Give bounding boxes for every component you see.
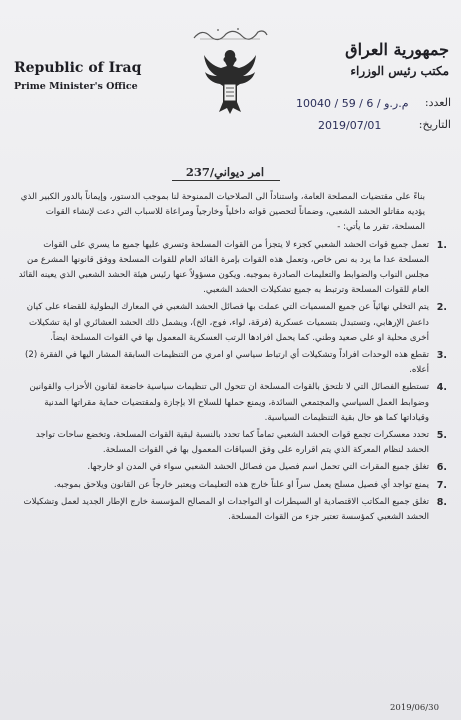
iraq-eagle-emblem-icon <box>201 46 259 118</box>
title-underline <box>172 180 280 181</box>
order-item-text: تحدد معسكرات تجمع قوات الحشد الشعبي تماماً كما تحدد بالنسبة لبقية القوات المسلحة، وتخضع ساحات تواجد الحشد لنظام المعركة الذي يتم اقراره على وفق السياقات المعمول بها في القوات المسلحة. <box>35 430 429 456</box>
order-item <box>14 348 447 378</box>
order-item-text: تغلق جميع المكاتب الاقتصادية او السيطرات او التواجدات او المصالح المؤسسة خارج الإطار الجديد لعمل وتشكيلات الحشد الشعبي كمؤسسة تعتبر جزء من القوات المسلحة. <box>23 496 429 523</box>
order-item-number: 2. <box>436 302 447 314</box>
order-item <box>14 380 447 426</box>
order-item-text: يتم التخلي نهائياً عن جميع المسميات التي عملت بها فصائل الحشد الشعبي في المعارك البطولية للقضاء على كيان داعش الإرهابي، وتستبدل بتسميات عسكرية (فرقة، لواء، فوج، الخ)، ويشمل ذلك الحشد العشائري او اية تشكيلات أخرى محلية او على صعيد وطني. كما يحمل افرادها الرتب العسكرية المعمول بها في القوات المسلحة ايضاً. <box>26 302 429 343</box>
order-item-text: تغلق جميع المقرات التي تحمل اسم فصيل من فصائل الحشد الشعبي سواء في المدن او خارجها. <box>87 462 429 473</box>
basmala-calligraphy-icon <box>190 26 270 42</box>
order-item-text: تعمل جميع قوات الحشد الشعبي كجزء لا يتجزأ من القوات المسلحة وتسري عليها جميع ما يسري على القوات المسلحة عدا ما يرد به نص خاص، وتعمل هذه القوات بإمرة القائد العام للقوات المسلحة ووفق قانونها المشرع من مجلس النواب والضوابط والتعليمات الصادرة بموجبه. ويكون مسؤولاً عنها رئيس هيئة الحشد الشعبي الذي يعينه القائد العام للقوات المسلحة وترتبط به جميع تشكيلات الحشد الشعبي. <box>18 239 429 296</box>
order-items <box>14 238 447 526</box>
english-title: Republic of Iraq <box>14 60 142 76</box>
order-item-text: تستطيع الفصائل التي لا تلتحق بالقوات المسلحة ان تتحول الى تنظيمات سياسية خاضعة لقانون الأحزاب والقوانين وضوابط العمل السياسي والمجتمعي السائدة، ويمنع حملها للسلاح الا بإجازة ولمقتضيات حماية مقراتها المدنية وقياداتها كما هو حال بقية التنظيمات السياسية. <box>29 382 429 423</box>
order-item <box>14 478 447 493</box>
order-item-number: 8. <box>436 496 447 508</box>
order-item-text: تقطع هذه الوحدات افراداً وتشكيلات أي ارتباط سياسي او امري من التنظيمات السابقة المشار اليها في الفقرة (2) أعلاه. <box>25 350 429 376</box>
number-label: العدد: <box>424 96 451 109</box>
order-item <box>14 460 447 475</box>
intro-paragraph: بناءً على مقتضيات المصلحة العامة، واستناداً الى الصلاحيات الممنوحة لنا بموجب الدستور، وإيماناً بالدور الكبير الذي يؤديه مقاتلو الحشد الشعبي، وضماناً لتحصين قواته داخلياً وخارجياً ومراعاة للاسباب التي دعت لإنشاء القوات المسلحة، تقرر ما يأتي: - <box>20 192 425 233</box>
order-item-number: 1. <box>436 239 447 251</box>
english-subtitle: Prime Minister's Office <box>14 81 138 92</box>
order-title: امر ديواني/237 <box>185 165 265 179</box>
date-value: 2019/07/01 <box>318 119 382 132</box>
order-item-number: 3. <box>436 350 447 362</box>
order-item <box>14 495 447 525</box>
date-label: التاريخ: <box>418 118 451 131</box>
order-item-number: 6. <box>436 462 447 474</box>
order-item <box>14 238 447 299</box>
arabic-title: جمهورية العراق <box>345 40 449 59</box>
order-item-number: 4. <box>436 382 447 394</box>
footer-date: 2019/06/30 <box>390 703 439 713</box>
document-body <box>14 190 447 525</box>
order-item-number: 7. <box>436 479 447 491</box>
order-item <box>14 300 447 346</box>
arabic-subtitle: مكتب رئيس الوزراء <box>350 64 449 78</box>
order-item-number: 5. <box>436 430 447 442</box>
number-value: 10040 / 59 / م.ر.و / 6 <box>296 97 409 110</box>
order-item <box>14 428 447 458</box>
order-item-text: يمنع تواجد أي فصيل مسلح يعمل سراً او علناً خارج هذه التعليمات ويعتبر خارجاً عن القانون ويلاحق بموجبه. <box>53 479 429 490</box>
